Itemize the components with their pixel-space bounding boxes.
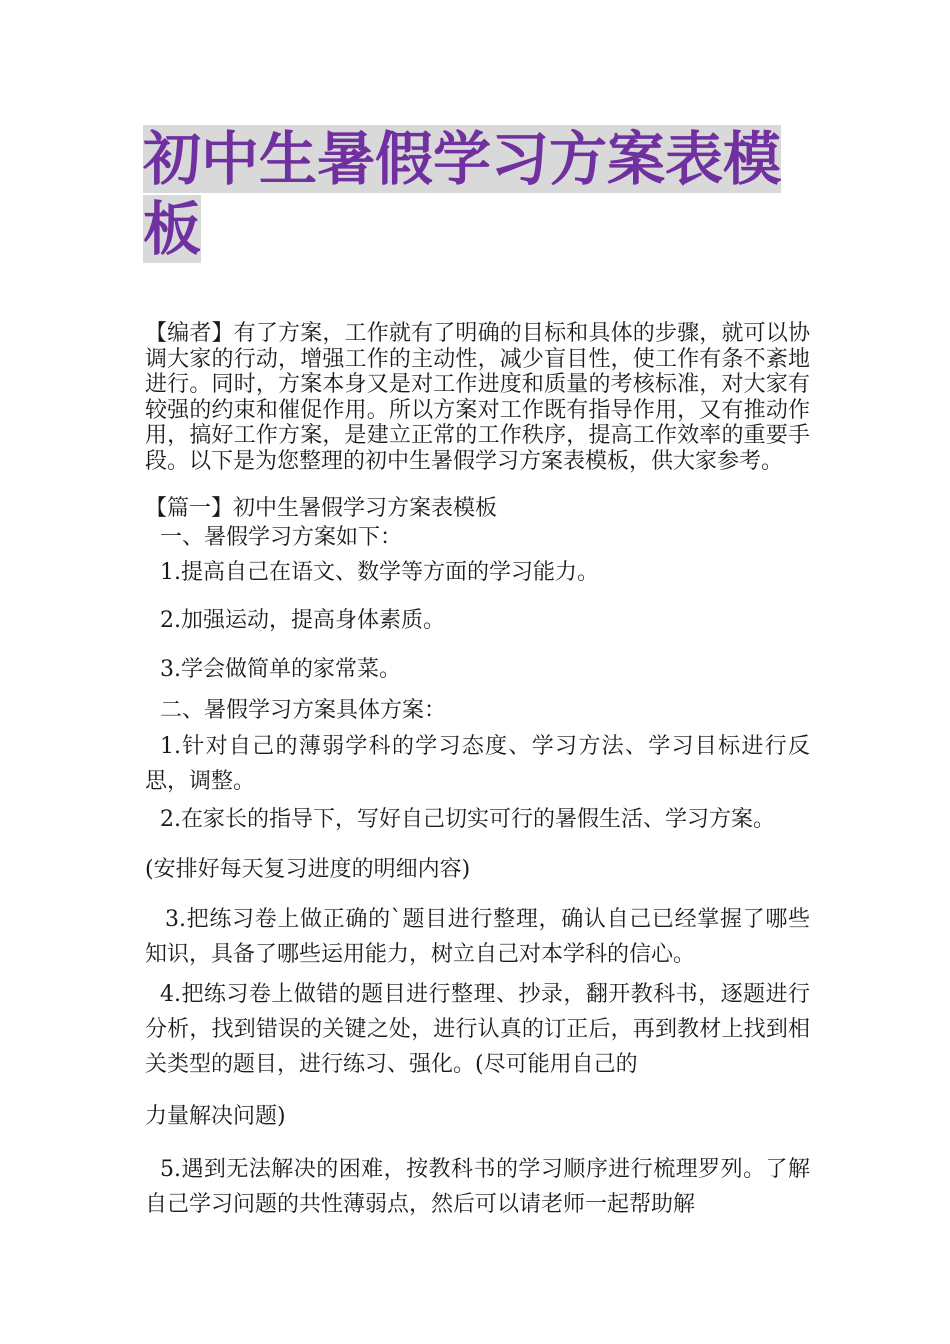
part2-item-4: 4.把练习卷上做错的题目进行整理、抄录，翻开教科书，逐题进行分析，找到错误的关键之处，进行认真的订正后，再到教材上找到相关类型的题目，进行练习、强化。(尽可能用自己的 [145, 982, 810, 1077]
part2-item-4-cont: 力量解决问题) [145, 1104, 286, 1129]
part2-item-3: 3.把练习卷上做正确的`题目进行整理，确认自己已经掌握了哪些知识，具备了哪些运用能力，树立自己对本学科的信心。 [145, 907, 810, 967]
part2-item-5: 5.遇到无法解决的困难，按教科书的学习顺序进行梳理罗列。了解自己学习问题的共性薄弱点，然后可以请老师一起帮助解 [145, 1157, 810, 1217]
intro-paragraph: 【编者】有了方案，工作就有了明确的目标和具体的步骤，就可以协调大家的行动，增强工作的主动性，减少盲目性，使工作有条不紊地进行。同时，方案本身又是对工作进度和质量的考核标准，对大家有较强的约束和催促作用。所以方案对工作既有指导作用，又有推动作用，搞好工作方案，是建立正常的工作秩序，提高工作效率的重要手段。以下是为您整理的初中生暑假学习方案表模板，供大家参考。 [145, 321, 810, 474]
section-heading: 【篇一】初中生暑假学习方案表模板 [145, 496, 498, 521]
part2-heading: 二、暑假学习方案具体方案： [160, 698, 447, 723]
part2-item-2: 2.在家长的指导下，写好自己切实可行的暑假生活、学习方案。 [160, 807, 775, 832]
title-highlight: 初中生暑假学习方案表模板 [143, 125, 782, 263]
part1-item-2: 2.加强运动，提高身体素质。 [160, 608, 445, 633]
part2-item-2-note: (安排好每天复习进度的明细内容) [145, 857, 471, 882]
document-title [143, 124, 823, 264]
part1-item-3: 3.学会做简单的家常菜。 [160, 657, 401, 682]
part2-item-1: 1.针对自己的薄弱学科的学习态度、学习方法、学习目标进行反思，调整。 [145, 734, 810, 794]
part1-item-1: 1.提高自己在语文、数学等方面的学习能力。 [160, 560, 599, 585]
part1-heading: 一、暑假学习方案如下： [160, 525, 403, 550]
